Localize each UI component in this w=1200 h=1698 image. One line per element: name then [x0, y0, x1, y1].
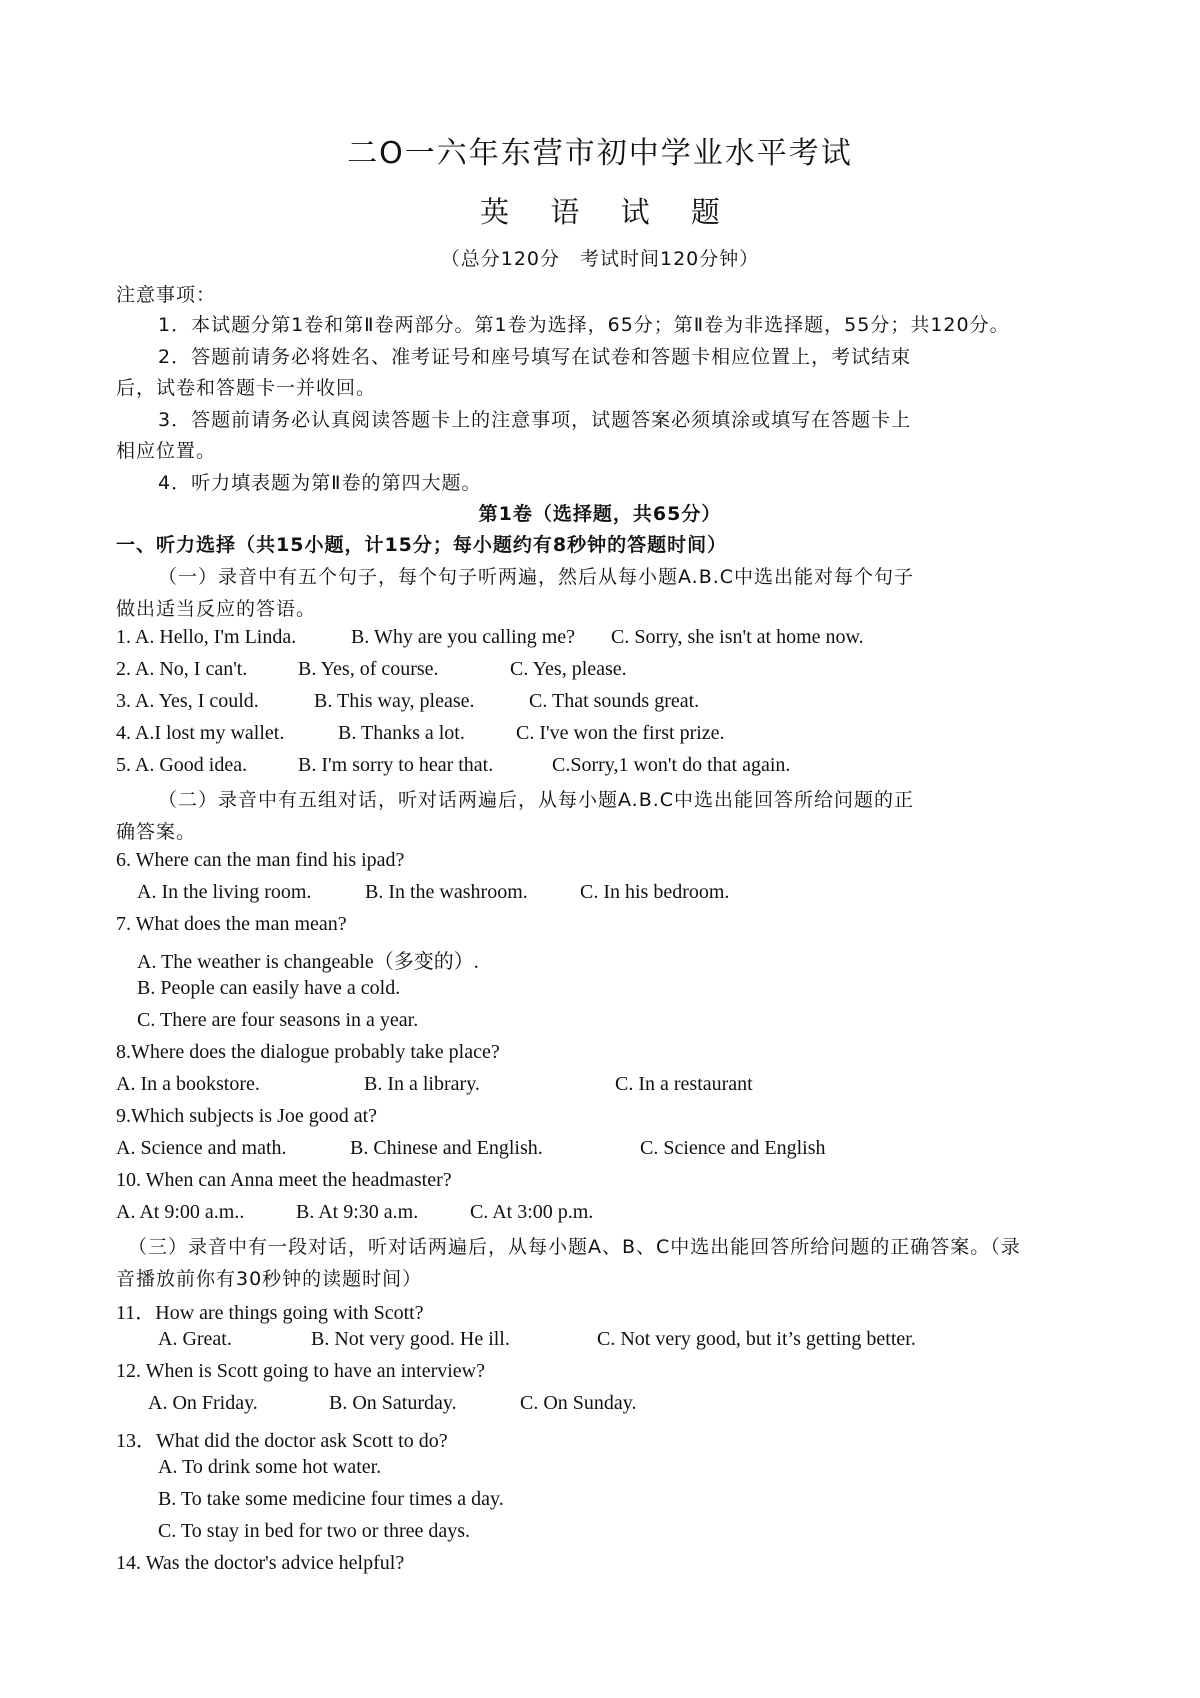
subject-char: 试 — [620, 195, 650, 229]
q10-option-b: B. At 9:30 a.m. — [296, 1201, 419, 1223]
q3-option-b: B. This way, please. — [314, 690, 475, 712]
subject-char: 语 — [550, 195, 580, 229]
q7-stem: 7. What does the man mean? — [116, 913, 347, 935]
part1-heading: 第1卷（选择题，共65分） — [478, 503, 722, 525]
q4-option-b: B. Thanks a lot. — [338, 722, 465, 744]
q9-option-c: C. Science and English — [640, 1137, 826, 1159]
q2-option-a: 2. A. No, I can't. — [116, 658, 248, 680]
subject-char: 英 — [480, 195, 510, 229]
sub2-instruction: （二）录音中有五组对话，听对话两遍后，从每小题A.B.C中选出能回答所给问题的正 — [158, 789, 915, 811]
note-2-cont: 后，试卷和答题卡一并收回。 — [116, 377, 377, 399]
q8-option-c: C. In a restaurant — [615, 1073, 753, 1095]
q13-option-b: B. To take some medicine four times a day. — [158, 1488, 504, 1510]
q12-option-a: A. On Friday. — [148, 1392, 258, 1414]
q1-option-c: C. Sorry, she isn't at home now. — [611, 626, 864, 648]
section1-heading: 一、听力选择（共15小题，计15分；每小题约有8秒钟的答题时间） — [116, 534, 728, 556]
notes-heading: 注意事项： — [116, 284, 217, 306]
q7-option-b: B. People can easily have a cold. — [137, 977, 401, 999]
q5-option-b: B. I'm sorry to hear that. — [298, 754, 494, 776]
q12-option-b: B. On Saturday. — [329, 1392, 457, 1414]
note-4: 4．听力填表题为第Ⅱ卷的第四大题。 — [158, 472, 482, 494]
note-3-cont: 相应位置。 — [116, 440, 217, 462]
q6-stem: 6. Where can the man find his ipad? — [116, 849, 405, 871]
q2-option-c: C. Yes, please. — [510, 658, 627, 680]
q5-option-a: 5. A. Good idea. — [116, 754, 248, 776]
subject-title — [0, 190, 1200, 231]
q12-stem: 12. When is Scott going to have an interview? — [116, 1360, 485, 1382]
q6-option-a: A. In the living room. — [137, 881, 312, 903]
q8-option-b: B. In a library. — [364, 1073, 480, 1095]
q8-stem: 8.Where does the dialogue probably take place? — [116, 1041, 500, 1063]
note-3: 3．答题前请务必认真阅读答题卡上的注意事项，试题答案必须填涂或填写在答题卡上 — [158, 409, 912, 431]
note-1: 1．本试题分第1卷和第Ⅱ卷两部分。第1卷为选择，65分；第Ⅱ卷为非选择题，55分；共120分。 — [158, 314, 1010, 336]
q6-option-b: B. In the washroom. — [365, 881, 528, 903]
q6-option-c: C. In his bedroom. — [580, 881, 730, 903]
q4-option-c: C. I've won the first prize. — [516, 722, 725, 744]
sub3-instruction-cont: 音播放前你有30秒钟的读题时间） — [116, 1268, 423, 1290]
q9-option-b: B. Chinese and English. — [350, 1137, 543, 1159]
q7-option-a: A. The weather is changeable（多变的）. — [137, 951, 479, 973]
subject-char: 题 — [690, 195, 720, 229]
q2-option-b: B. Yes, of course. — [298, 658, 439, 680]
note-2: 2．答题前请务必将姓名、准考证号和座号填写在试卷和答题卡相应位置上，考试结束 — [158, 346, 912, 368]
q14-stem: 14. Was the doctor's advice helpful? — [116, 1552, 405, 1574]
q13-option-a: A. To drink some hot water. — [158, 1456, 382, 1478]
q11-stem: 11．How are things going with Scott? — [116, 1302, 424, 1324]
q3-option-c: C. That sounds great. — [529, 690, 700, 712]
q10-stem: 10. When can Anna meet the headmaster? — [116, 1169, 452, 1191]
q12-option-c: C. On Sunday. — [520, 1392, 637, 1414]
q11-option-a: A. Great. — [158, 1328, 232, 1350]
sub1-instruction: （一）录音中有五个句子，每个句子听两遍，然后从每小题A.B.C中选出能对每个句子 — [158, 566, 915, 588]
q11-option-b: B. Not very good. He ill. — [311, 1328, 510, 1350]
q5-option-c: C.Sorry,1 won't do that again. — [552, 754, 791, 776]
sub1-instruction-cont: 做出适当反应的答语。 — [116, 598, 317, 620]
q13-stem: 13．What did the doctor ask Scott to do? — [116, 1430, 448, 1452]
q1-option-a: 1. A. Hello, I'm Linda. — [116, 626, 297, 648]
q11-option-c: C. Not very good, but it’s getting better. — [597, 1328, 916, 1350]
q9-option-a: A. Science and math. — [116, 1137, 287, 1159]
q1-option-b: B. Why are you calling me? — [351, 626, 576, 648]
exam-title: 二O一六年东营市初中学业水平考试 — [347, 136, 853, 171]
score-time: （总分120分 考试时间120分钟） — [440, 248, 760, 270]
q4-option-a: 4. A.I lost my wallet. — [116, 722, 285, 744]
q7-option-c: C. There are four seasons in a year. — [137, 1009, 419, 1031]
sub2-instruction-cont: 确答案。 — [116, 821, 197, 843]
q8-option-a: A. In a bookstore. — [116, 1073, 260, 1095]
q10-option-c: C. At 3:00 p.m. — [470, 1201, 594, 1223]
q3-option-a: 3. A. Yes, I could. — [116, 690, 259, 712]
q13-option-c: C. To stay in bed for two or three days. — [158, 1520, 471, 1542]
sub3-instruction: （三）录音中有一段对话，听对话两遍后，从每小题A、B、C中选出能回答所给问题的正确答案。（录 — [128, 1236, 1021, 1258]
q9-stem: 9.Which subjects is Joe good at? — [116, 1105, 378, 1127]
q10-option-a: A. At 9:00 a.m.. — [116, 1201, 245, 1223]
